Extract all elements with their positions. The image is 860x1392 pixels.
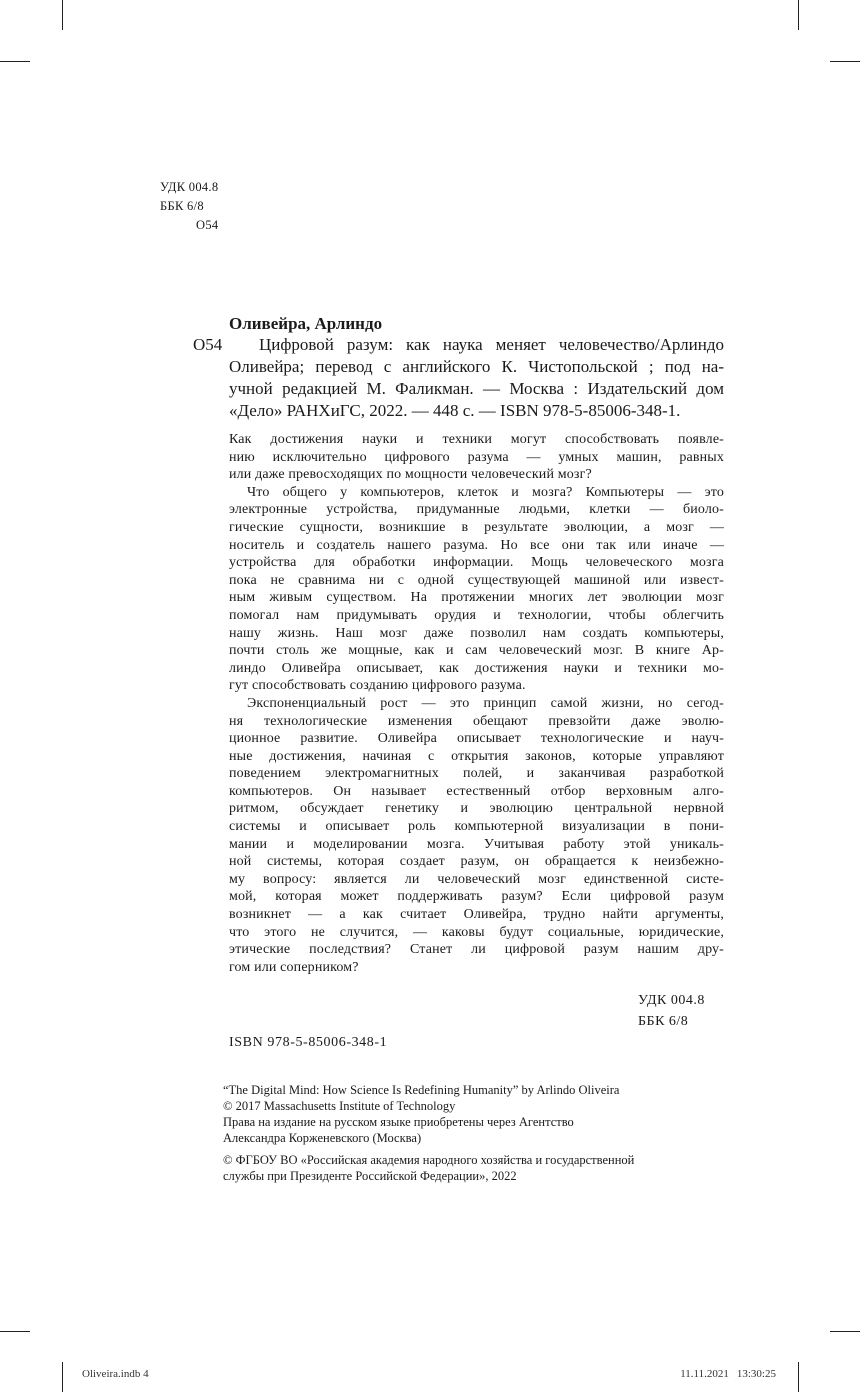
abstract-line: ной системы, которая создает разум, он обращается к неизбежно- xyxy=(229,854,724,870)
abstract-line: гут способствовать созданию цифрового разума. xyxy=(229,678,526,694)
abstract-line: мой, которая может поддерживать разум? Если цифровой разум xyxy=(229,889,724,905)
crop-mark-bottom-right xyxy=(798,1362,799,1392)
copyright-ranepa-line: © ФГБОУ ВО «Российская академия народного хозяйства и государственной xyxy=(223,1153,635,1167)
author-heading: Оливейра, Арлиндо xyxy=(229,314,383,333)
abstract-line: ным живым существом. На протяжении многих лет эволюции мозг xyxy=(229,590,724,606)
bib-line: Цифровой разум: как наука меняет человечество/Арлиндо xyxy=(259,335,724,354)
author-sign: О54 xyxy=(196,218,219,232)
abstract-line: что этого не случится, — каковы будут социальные, юридические, xyxy=(229,924,724,940)
bbk-code-bottom: ББК 6/8 xyxy=(638,1014,689,1029)
bib-author-sign: О54 xyxy=(193,335,223,354)
abstract-line: системы и описывает роль компьютерной визуализации в пони- xyxy=(229,819,724,835)
crop-mark-left-top xyxy=(0,61,30,62)
copyright-ranepa-line: службы при Президенте Российской Федерации», 2022 xyxy=(223,1169,517,1183)
isbn: ISBN 978-5-85006-348-1 xyxy=(229,1035,388,1050)
bibliographic-description xyxy=(229,334,724,422)
abstract-line: поведением электромагнитных полей, и заканчивая разработкой xyxy=(229,766,724,782)
crop-mark-left-bottom xyxy=(0,1331,30,1332)
abstract-line: почти столь же мощные, как и сам человеческий мозг. В книге Ар- xyxy=(229,643,724,659)
abstract-line: этические последствия? Станет ли цифровой разум нашим дру- xyxy=(229,942,724,958)
abstract-line: носитель и создатель нашего разума. Но все они так или иначе — xyxy=(229,537,724,553)
abstract-line: пока не сравнима ни с одной существующей машиной или извест- xyxy=(229,572,724,588)
abstract-line: мании и моделировании мозга. Учитывая работу этой уникаль- xyxy=(229,836,724,852)
abstract-line: ционное развитие. Оливейра описывает технологические и науч- xyxy=(229,731,724,747)
translation-rights-line: Права на издание на русском языке приобретены через Агентство xyxy=(223,1115,574,1129)
udk-code: УДК 004.8 xyxy=(160,180,219,194)
abstract-line: гом или соперником? xyxy=(229,959,359,975)
slug-file-name: Oliveira.indb 4 xyxy=(82,1368,149,1380)
abstract-line: устройства для обработки информации. Мощь человеческого мозга xyxy=(229,555,724,571)
abstract-line: му вопросу: является ли человеческий мозг единственной систе- xyxy=(229,871,724,887)
abstract-line: ные достижения, начиная с открытия законов, которые управляют xyxy=(229,748,724,764)
crop-mark-top-left xyxy=(62,0,63,30)
abstract-line: нию исключительно цифрового разума — умных машин, равных xyxy=(229,449,724,465)
udk-code-bottom: УДК 004.8 xyxy=(638,993,705,1008)
abstract-line: Экспоненциальный рост — это принцип самой жизни, но сегод- xyxy=(247,695,724,711)
slug-timestamp xyxy=(672,1368,776,1380)
abstract-line: помогал нам придумывать орудия и технологии, чтобы облегчить xyxy=(229,607,724,623)
slug-date: 11.11.2021 xyxy=(680,1368,729,1380)
bib-line: «Дело» РАНХиГС, 2022. — 448 с. — ISBN 978-5-85006-348-1. xyxy=(229,401,681,420)
abstract-line: ня технологические изменения обещают превзойти даже эволю- xyxy=(229,713,724,729)
abstract-line: линдо Оливейра описывает, как достижения науки и техники мо- xyxy=(229,660,724,676)
crop-mark-top-right xyxy=(798,0,799,30)
classification-codes-bottom xyxy=(638,990,705,1032)
abstract-line: Что общего у компьютеров, клеток и мозга? Компьютеры — это xyxy=(247,484,724,500)
translation-rights-line: Александра Корженевского (Москва) xyxy=(223,1131,422,1145)
abstract-line: ритмом, обсуждает генетику и эволюцию центральной нервной xyxy=(229,801,724,817)
crop-mark-right-top xyxy=(830,61,860,62)
crop-mark-bottom-left xyxy=(62,1362,63,1392)
abstract-line: нашу жизнь. Наш мозг даже позволил нам создать компьютеры, xyxy=(229,625,724,641)
abstract-line: Как достижения науки и техники могут способствовать появле- xyxy=(229,432,724,447)
abstract xyxy=(229,431,724,976)
abstract-line: электронные устройства, придуманные людьми, клетки — биоло- xyxy=(229,502,724,518)
abstract-line: гические сущности, возникшие в результате эволюции, а мозг — xyxy=(229,519,724,535)
crop-mark-right-bottom xyxy=(830,1331,860,1332)
bib-line: учной редакцией М. Фаликман. — Москва : Издательский дом xyxy=(229,379,724,398)
bib-line: Оливейра; перевод с английского К. Чистопольской ; под на- xyxy=(229,357,724,376)
rights-block xyxy=(223,1082,728,1184)
abstract-line: компьютеров. Он называет естественный отбор верховным алго- xyxy=(229,783,724,799)
classification-block xyxy=(160,178,218,235)
abstract-line: возникнет — а как считает Оливейра, трудно найти аргументы, xyxy=(229,907,724,923)
abstract-line: или даже превосходящих по мощности человеческий мозг? xyxy=(229,467,592,483)
original-title-line: “The Digital Mind: How Science Is Redefining Humanity” by Arlindo Oliveira xyxy=(223,1083,620,1097)
copyright-mit: © 2017 Massachusetts Institute of Technology xyxy=(223,1099,456,1113)
bbk-code: ББК 6/8 xyxy=(160,199,204,213)
slug-time: 13:30:25 xyxy=(736,1368,776,1380)
